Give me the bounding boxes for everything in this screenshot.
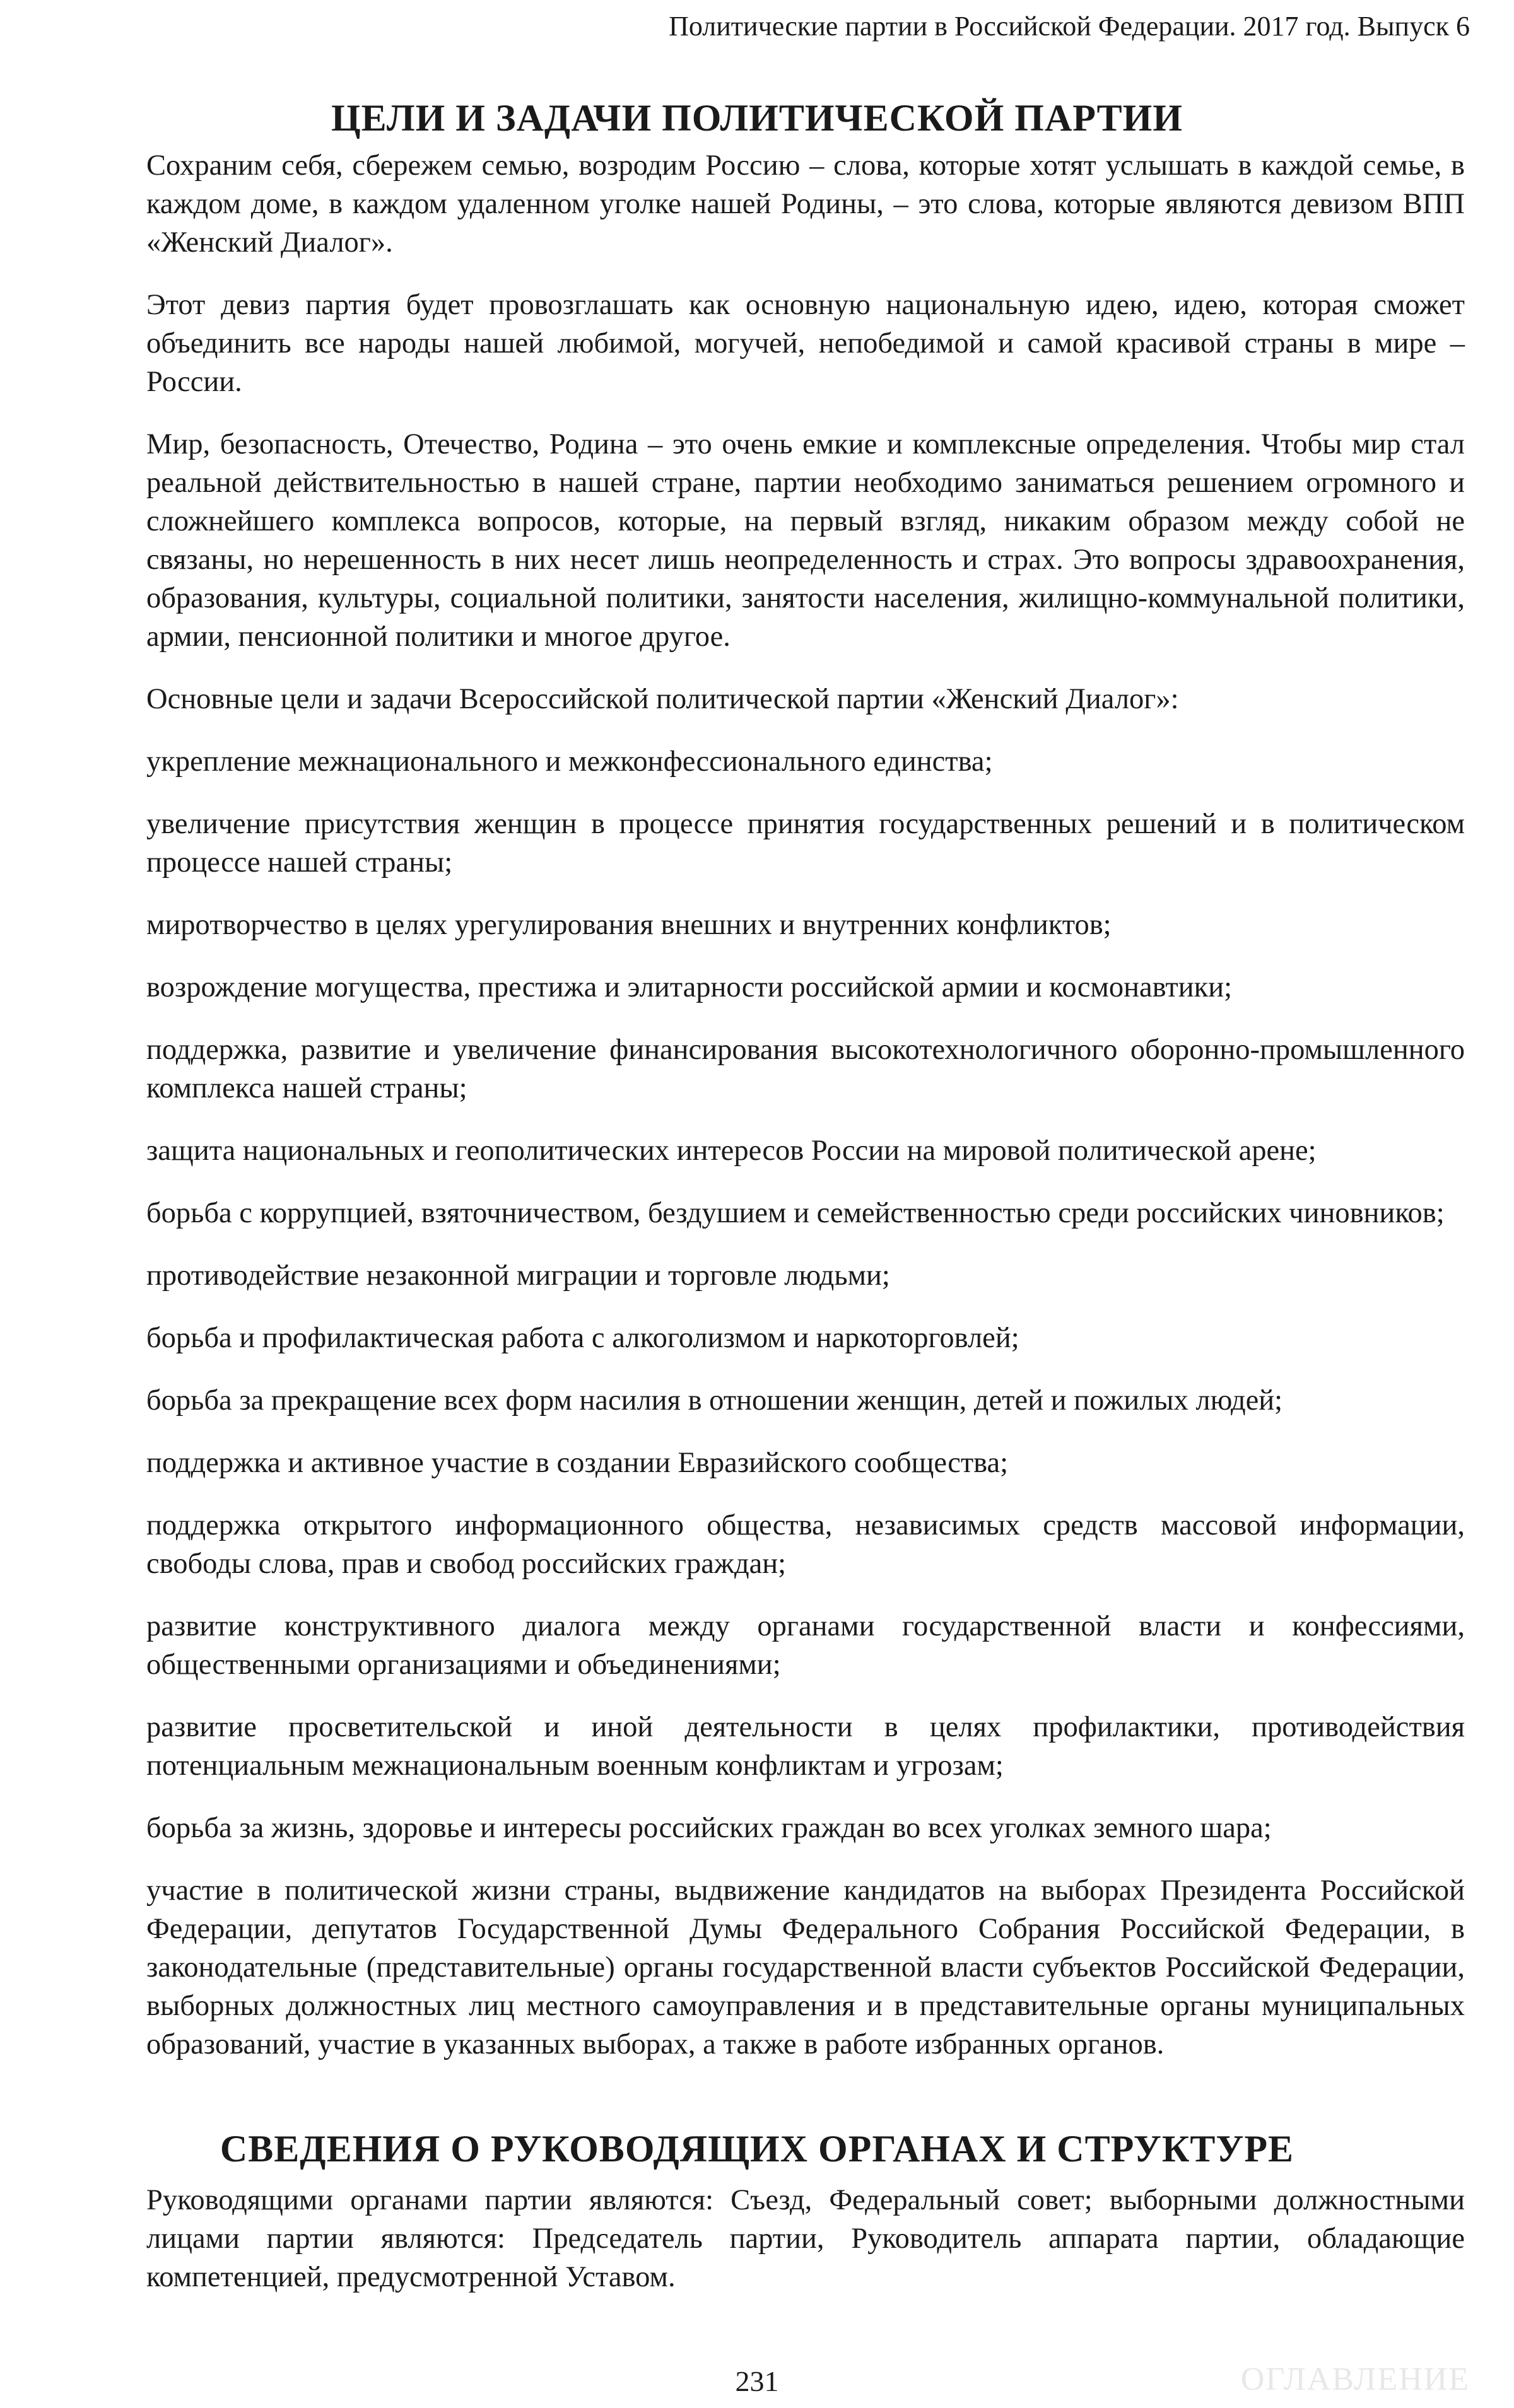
- section-title-structure: СВЕДЕНИЯ О РУКОВОДЯЩИХ ОРГАНАХ И СТРУКТУРЕ: [220, 2128, 1294, 2170]
- paragraph: Сохраним себя, сбережем семью, возродим Россию – слова, которые хотят услышать в каждой семье, в каждом доме, в каждом удаленном уголке нашей Родины, – это слова, которые являются девизом ВПП «Женский Диалог».: [146, 149, 1465, 259]
- table-of-contents-link[interactable]: ОГЛАВЛЕНИЕ: [1240, 2361, 1470, 2397]
- goal-item: поддержка и активное участие в создании Евразийского сообщества;: [146, 1447, 1009, 1479]
- goals-text: [146, 146, 1465, 2064]
- goal-item: борьба за прекращение всех форм насилия в отношении женщин, детей и пожилых людей;: [146, 1384, 1283, 1417]
- running-header: Политические партии в Российской Федерации. 2017 год. Выпуск 6: [669, 11, 1470, 42]
- paragraph: Мир, безопасность, Отечество, Родина – это очень емкие и комплексные определения. Чтобы мир стал реальной действительностью в нашей стране, партии необходимо заниматься решением огромного и сложнейшего комплекса вопросов, которые, на первый взгляд, никаким образом между собой не связаны, но нерешенность в них несет лишь неопределенность и страх. Это вопросы здравоохранения, образования, культуры, социальной политики, занятости населения, жилищно-коммунальной политики, армии, пенсионной политики и многое другое.: [146, 428, 1465, 653]
- goal-item: борьба за жизнь, здоровье и интересы российских граждан во всех уголках земного шара;: [146, 1812, 1272, 1844]
- paragraph: Этот девиз партия будет провозглашать как основную национальную идею, идею, которая сможет объединить все народы нашей любимой, могучей, непобедимой и самой красивой страны в мире – России.: [146, 289, 1465, 398]
- goal-item: возрождение могущества, престижа и элитарности российской армии и космонавтики;: [146, 971, 1232, 1003]
- goal-item: развитие просветительской и иной деятельности в целях профилактики, противодействия потенциальным межнациональным военным конфликтам и угрозам;: [146, 1711, 1465, 1782]
- goal-item: поддержка открытого информационного общества, независимых средств массовой информации, свободы слова, прав и свобод российских граждан;: [146, 1509, 1465, 1580]
- paragraph: Основные цели и задачи Всероссийской политической партии «Женский Диалог»:: [146, 683, 1179, 715]
- goal-item: укрепление межнационального и межконфессионального единства;: [146, 745, 993, 778]
- page-number: 231: [735, 2365, 779, 2397]
- paragraph: Руководящими органами партии являются: Съезд, Федеральный совет; выборными должностными лицами партии являются: Председатель партии, Руководитель аппарата партии, обладающие компетенцией, предусмотренной Уставом.: [146, 2184, 1465, 2293]
- goal-item: миротворчество в целях урегулирования внешних и внутренних конфликтов;: [146, 909, 1112, 941]
- goal-item: борьба с коррупцией, взяточничеством, бездушием и семейственностью среди российских чиновников;: [146, 1197, 1445, 1229]
- goal-item: защита национальных и геополитических интересов России на мировой политической арене;: [146, 1135, 1317, 1167]
- structure-text: [146, 2181, 1465, 2296]
- goal-item: борьба и профилактическая работа с алкоголизмом и наркоторговлей;: [146, 1322, 1019, 1354]
- goal-item: участие в политической жизни страны, выдвижение кандидатов на выборах Президента Российской Федерации, депутатов Государственной Думы Федерального Собрания Российской Федерации, в законодательные (представительные) органы государственной власти субъектов Российской Федерации, выборных должностных лиц местного самоуправления и в представительные органы муниципальных образований, участие в указанных выборах, а также в работе избранных органов.: [146, 1874, 1465, 2060]
- section-title-goals: ЦЕЛИ И ЗАДАЧИ ПОЛИТИЧЕСКОЙ ПАРТИИ: [331, 97, 1183, 139]
- goal-item: увеличение присутствия женщин в процессе принятия государственных решений и в политическом процессе нашей страны;: [146, 808, 1465, 879]
- goal-item: противодействие незаконной миграции и торговле людьми;: [146, 1260, 890, 1292]
- goal-item: развитие конструктивного диалога между органами государственной власти и конфессиями, общественными организациями и объединениями;: [146, 1610, 1465, 1681]
- goal-item: поддержка, развитие и увеличение финансирования высокотехнологичного оборонно-промышленного комплекса нашей страны;: [146, 1034, 1465, 1104]
